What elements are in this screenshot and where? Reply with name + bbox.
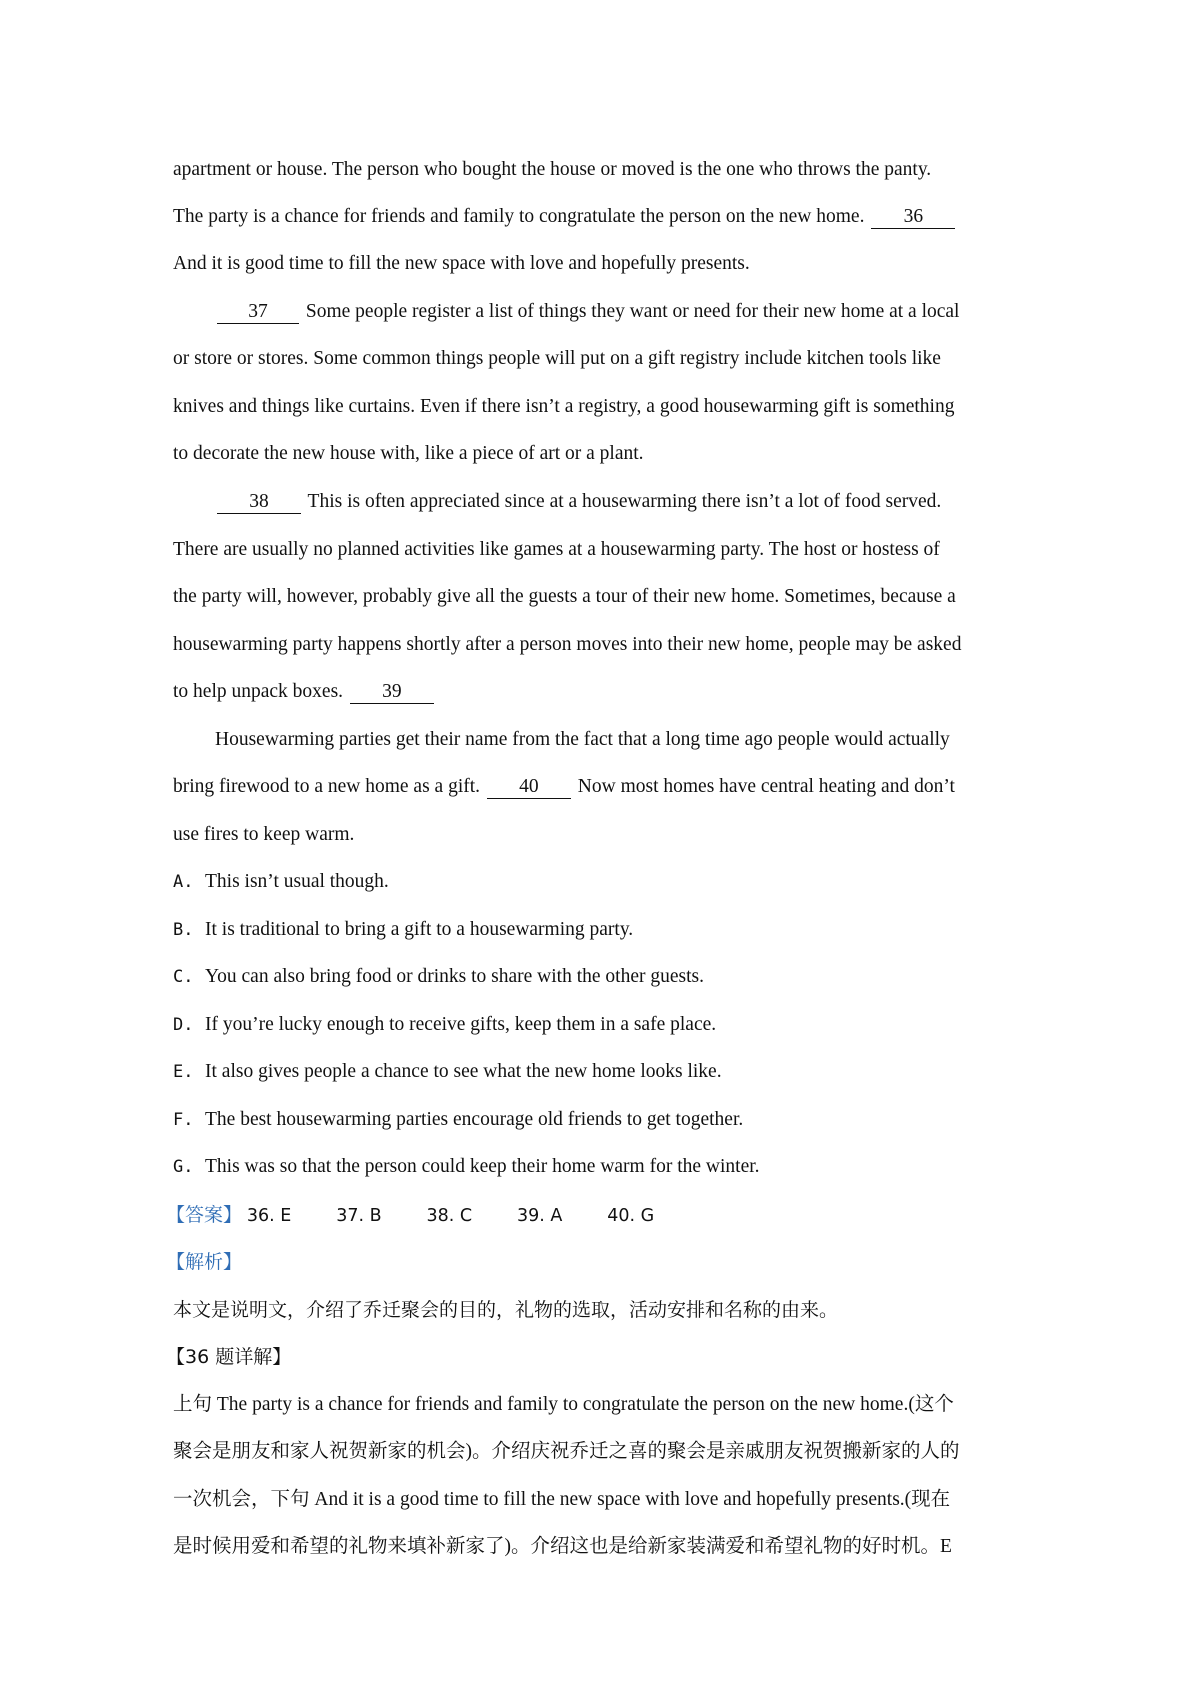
option-a [173, 868, 389, 896]
option-text: It is traditional to bring a gift to a housewarming party. [205, 919, 634, 940]
option-f [173, 1106, 743, 1134]
passage-line: Housewarming parties get their name from the fact that a long time ago people would actually [215, 729, 950, 750]
passage-line: knives and things like curtains. Even if there isn’t a registry, a good housewarming gift is something [173, 396, 955, 417]
passage-text: bring firewood to a new home as a gift. [173, 776, 481, 797]
option-text: You can also bring food or drinks to share with the other guests. [205, 966, 704, 987]
option-text: The best housewarming parties encourage old friends to get together. [205, 1109, 744, 1130]
answer-item: 38. C [426, 1206, 473, 1226]
option-letter: C. [173, 967, 194, 987]
analysis-label-text: 【解析】 [166, 1251, 243, 1273]
option-text: It also gives people a chance to see what the new home looks like. [205, 1061, 722, 1082]
passage-line: There are usually no planned activities like games at a housewarming party. The host or hostess of [173, 539, 940, 560]
blank-37: 37 [217, 301, 299, 324]
passage-line: to decorate the new house with, like a piece of art or a plant. [173, 443, 644, 464]
blank-38: 38 [217, 491, 301, 514]
passage-line: And it is good time to fill the new space with love and hopefully presents. [173, 253, 750, 274]
detail-line: 是时候用爱和希望的礼物来填补新家了)。介绍这也是给新家装满爱和希望礼物的好时机。E [173, 1536, 952, 1557]
option-letter: B. [173, 920, 194, 940]
passage-line: housewarming party happens shortly after a person moves into their new home, people may be asked [173, 634, 962, 655]
detail-label: 【36 题详解】 [166, 1346, 292, 1368]
option-b [173, 916, 633, 944]
passage-text: This is often appreciated since at a housewarming there isn’t a lot of food served. [307, 491, 942, 512]
option-text: This isn’t usual though. [205, 871, 389, 892]
answer-item: 39. A [517, 1206, 563, 1226]
passage-line [215, 298, 959, 326]
passage-line [173, 203, 957, 231]
detail-line: 聚会是朋友和家人祝贺新家的机会)。介绍庆祝乔迁之喜的聚会是亲戚朋友祝贺搬新家的人的 [173, 1441, 960, 1462]
passage-line: use fires to keep warm. [173, 824, 355, 845]
option-g [173, 1153, 760, 1181]
passage-line: apartment or house. The person who bought the house or moved is the one who throws the panty. [173, 159, 932, 180]
option-letter: E. [173, 1062, 194, 1082]
passage-text: Some people register a list of things they want or need for their new home at a local [305, 301, 960, 322]
option-letter: G. [173, 1157, 194, 1177]
detail-line: 上句 The party is a chance for friends and family to congratulate the person on the new home.(这个 [173, 1394, 954, 1415]
blank-36: 36 [871, 206, 955, 229]
answer-item: 36. E [246, 1206, 292, 1226]
passage-line [173, 773, 955, 801]
option-d [173, 1011, 716, 1039]
passage-line [215, 488, 941, 516]
answer-row [166, 1201, 694, 1230]
option-letter: A. [173, 872, 194, 892]
passage-text: to help unpack boxes. [173, 681, 344, 702]
answer-item: 40. G [607, 1206, 655, 1226]
passage-line: the party will, however, probably give all the guests a tour of their new home. Sometimes, because a [173, 586, 956, 607]
passage-text: The party is a chance for friends and family to congratulate the person on the new home. [173, 206, 865, 227]
option-text: If you’re lucky enough to receive gifts, keep them in a safe place. [205, 1014, 717, 1035]
passage-text: Now most homes have central heating and don’t [577, 776, 955, 797]
passage-line: or store or stores. Some common things people will put on a gift registry include kitchen tools like [173, 348, 941, 369]
option-text: This was so that the person could keep their home warm for the winter. [205, 1156, 760, 1177]
analysis-summary: 本文是说明文，介绍了乔迁聚会的目的，礼物的选取，活动安排和名称的由来。 [173, 1299, 839, 1321]
analysis-label [166, 1248, 242, 1277]
answer-label: 【答案】 [166, 1204, 243, 1226]
option-letter: D. [173, 1015, 194, 1035]
option-c [173, 963, 704, 991]
option-e [173, 1058, 722, 1086]
detail-line: 一次机会，下句 And it is a good time to fill the new space with love and hopefully presents.(现在 [173, 1489, 951, 1510]
blank-39: 39 [350, 681, 434, 704]
option-letter: F. [173, 1110, 194, 1130]
answer-item: 37. B [336, 1206, 382, 1226]
passage-line [173, 678, 436, 706]
blank-40: 40 [487, 776, 571, 799]
